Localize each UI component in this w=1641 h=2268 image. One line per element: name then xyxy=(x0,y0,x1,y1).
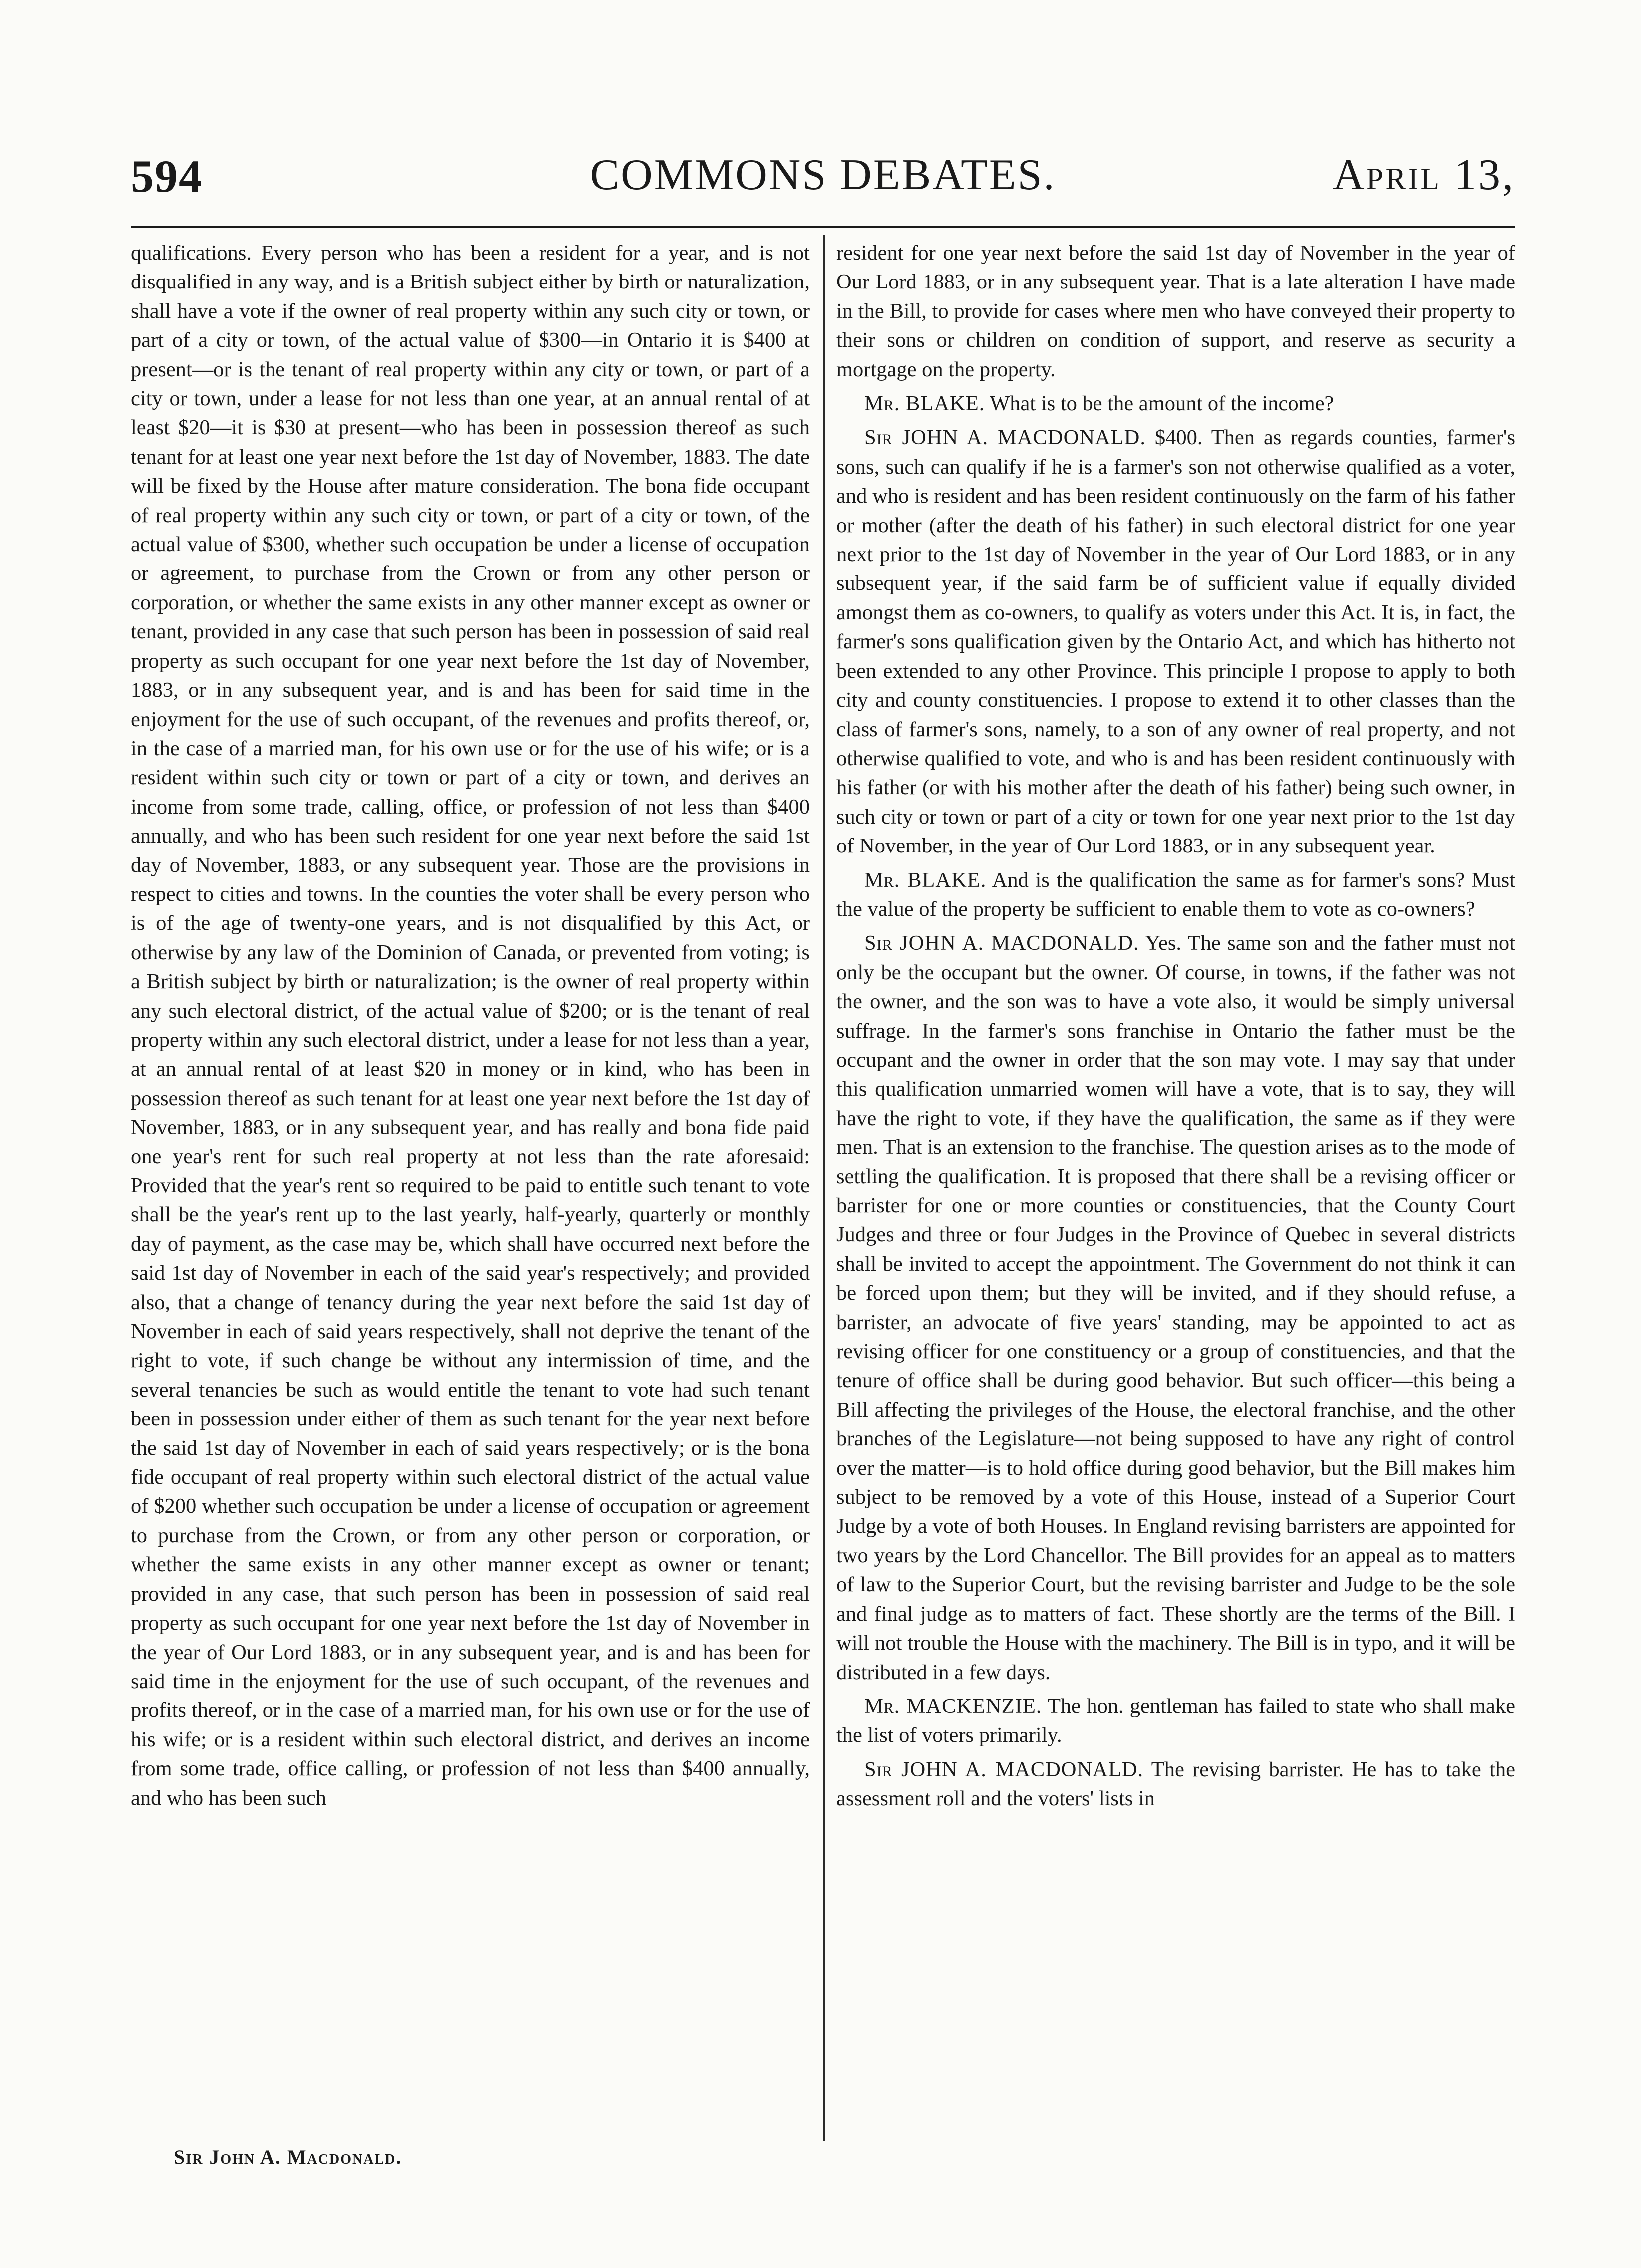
speaker-name: Sir JOHN A. MACDONALD. xyxy=(864,931,1139,955)
column-divider xyxy=(823,235,825,2141)
paragraph: resident for one year next before the said 1st day of November in the year of Our Lord 1883, or in any subsequent year. That is a late alteration I have made in the Bill, to provide for cases where men who have conveyed their property to their sons or children on condition of support, and reserve as security a mortgage on the property. xyxy=(836,241,1515,381)
page-header xyxy=(131,150,1515,210)
speech xyxy=(836,423,1515,860)
speaker-name: Sir JOHN A. MACDONALD. xyxy=(864,426,1146,450)
page-title: COMMONS DEBATES. xyxy=(590,151,1056,199)
speech-text: Yes. The same son and the father must not only be the occupant but the owner. Of course, in towns, if the father was not the owner, and the son was to have a vote also, it would be simply universal suffrage. In the farmer's sons franchise in Ontario the father must be the occupant and the owner in order that the son may vote. I may say that under this qualification unmarried women will have a vote, that is to say, they will have the right to vote, if they have the qualification, the same as if they were men. That is an extension to the franchise. The question arises as to the mode of settling the qualification. It is proposed that there shall be a revising officer or barrister for one or more counties or constituencies, that the County Court Judges and three or four Judges in the Province of Quebec in several districts shall be invited to accept the appointment. The Government do not think it can be forced upon them; but they will be invited, and if they should refuse, a barrister, an advocate of five years' standing, may be appointed to act as revising officer for one constituency or a group of constituencies, and that the tenure of office shall be during good behavior. But such officer—this being a Bill affecting the privileges of the House, the electoral franchise, and the other branches of the Legislature—not being supposed to have any right of control over the matter—is to hold office during good behavior, but the Bill makes him subject to be removed by a vote of this House, instead of a Superior Court Judge by a vote of both Houses. In England revising barristers are appointed for two years by the Lord Chancellor. The Bill provides for an appeal as to matters of law to the Superior Court, but the revising barrister and Judge to be the sole and final judge as to matters of fact. These shortly are the terms of the Bill. I will not trouble the House with the machinery. The Bill is in typo, and it will be distributed in a few days. xyxy=(836,931,1515,1684)
header-rule xyxy=(131,226,1515,228)
speech-text: The revising barrister. He has to take the assessment roll and the voters' lists in xyxy=(836,1757,1515,1811)
speech-text: The hon. gentleman has failed to state who shall make the list of voters primarily. xyxy=(836,1694,1515,1747)
speech xyxy=(836,929,1515,1687)
speech-text: What is to be the amount of the income? xyxy=(990,392,1334,416)
speaker-name: Mr. BLAKE. xyxy=(864,392,985,416)
footer-signature: Sir John A. Macdonald. xyxy=(174,2146,402,2168)
left-column xyxy=(131,239,810,1813)
speech xyxy=(836,1692,1515,1750)
page-number: 594 xyxy=(131,151,203,202)
speaker-name: Mr. MACKENZIE. xyxy=(864,1694,1042,1718)
speaker-name: Sir JOHN A. MACDONALD. xyxy=(864,1757,1144,1781)
speech xyxy=(836,1755,1515,1814)
speaker-name: Mr. BLAKE. xyxy=(864,868,987,892)
speech-text: And is the qualification the same as for farmer's sons? Must the value of the property be sufficient to enable them to vote as co-owners? xyxy=(836,868,1516,921)
speech-text: $400. Then as regards counties, farmer's sons, such can qualify if he is a farmer's son not otherwise qualified as a voter, and who is resident and has been resident continuously on the farm of his father or mother (after the death of his father) in such electoral district for one year next prior to the 1st day of November in the year of Our Lord 1883, or in any subsequent year, if the said farm be of sufficient value if equally divided amongst them as co-owners, to qualify as voters under this Act. It is, in fact, the farmer's sons qualification given by the Ontario Act, and which has hitherto not been extended to any other Province. This principle I propose to apply to both city and county constituencies. I propose to extend it to other classes than the class of farmer's sons, namely, to a son of any owner of real property, and not otherwise qualified to vote, and who is and has been resident continuously with his father (or with his mother after the death of his father) being such owner, in such city or town or part of a city or town for one year next prior to the 1st day of November, in the year of Our Lord 1883, or in any subsequent year. xyxy=(836,426,1515,858)
header-date: April 13, xyxy=(1333,151,1515,199)
paragraph: qualifications. Every person who has been a resident for a year, and is not disqualified in any way, and is a British subject either by birth or naturalization, shall have a vote if the owner of real property within any such city or town, or part of a city or town, of the actual value of $300—in Ontario it is $400 at present—or is the tenant of real property within any city or town, or part of a city or town, under a lease for not less than one year, at an annual rental of at least $20—it is $30 at present—who has been in possession thereof as such tenant for at least one year next before the 1st day of November, 1883. The date will be fixed by the House after mature consideration. The bona fide occupant of real property within any such city or town, or part of a city or town, of the actual value of $300, whether such occupation be under a license of occupation or agreement, to purchase from the Crown or from any other person or corporation, or whether the same exists in any other manner except as owner or tenant, provided in any case that such person has been in possession of said real property as such occupant for one year next before the 1st day of November, 1883, or in any subsequent year, and is and has been for said time in the enjoyment for the use of such occupant, of the revenues and profits thereof, or, in the case of a married man, for his own use or for the use of his wife; or is a resident within such city or town or part of a city or town, and derives an income from some trade, calling, office, or profession of not less than $400 annually, and who has been such resident for one year next before the said 1st day of November, 1883, or any subsequent year. Those are the provisions in respect to cities and towns. In the counties the voter shall be every person who is of the age of twenty-one years, and is not disqualified by this Act, or otherwise by any law of the Dominion of Canada, or prevented from voting; is a British subject by birth or naturalization; is the owner of real property within any such electoral district, of the actual value of $200; or is the tenant of real property within any such electoral district, under a lease for not less than a year, at an annual rental of at least $20 in money or in kind, who has been in possession thereof as such tenant for at least one year next before the 1st day of November, 1883, or in any subsequent year, and has really and bona fide paid one year's rent for such real property at not less than the rate aforesaid: Provided that the year's rent so required to be paid to entitle such tenant to vote shall be the year's rent up to the last yearly, half-yearly, quarterly or monthly day of payment, as the case may be, which shall have occurred next before the said 1st day of November in each of the said year's respectively; and provided also, that a change of tenancy during the year next before the said 1st day of November in each of said years respectively, shall not deprive the tenant of the right to vote, if such change be without any intermission of time, and the several tenancies be such as would entitle the tenant to vote had such tenant been in possession under either of them as such tenant for the year next before the said 1st day of November in each of said years respectively; or is the bona fide occupant of real property within such electoral district of the actual value of $200 whether such occupation be under a license of occupation or agreement to purchase from the Crown, or from any other person or corporation, or whether the same exists in any other manner except as owner or tenant; provided in any case, that such person has been in possession of said real property as such occupant for one year next before the 1st day of November in the year of Our Lord 1883, or in any subsequent year, and is and has been for said time in the enjoyment for the use of such occupant, of the revenues and profits thereof, or in the case of a married man, for his own use or for the use of his wife; or is a resident within such electoral district, and derives an income from some trade, office calling, or profession of not less than $400 annually, and who has been such xyxy=(131,241,810,1810)
right-column xyxy=(836,239,1515,1814)
speech xyxy=(836,389,1515,418)
speech xyxy=(836,866,1515,924)
